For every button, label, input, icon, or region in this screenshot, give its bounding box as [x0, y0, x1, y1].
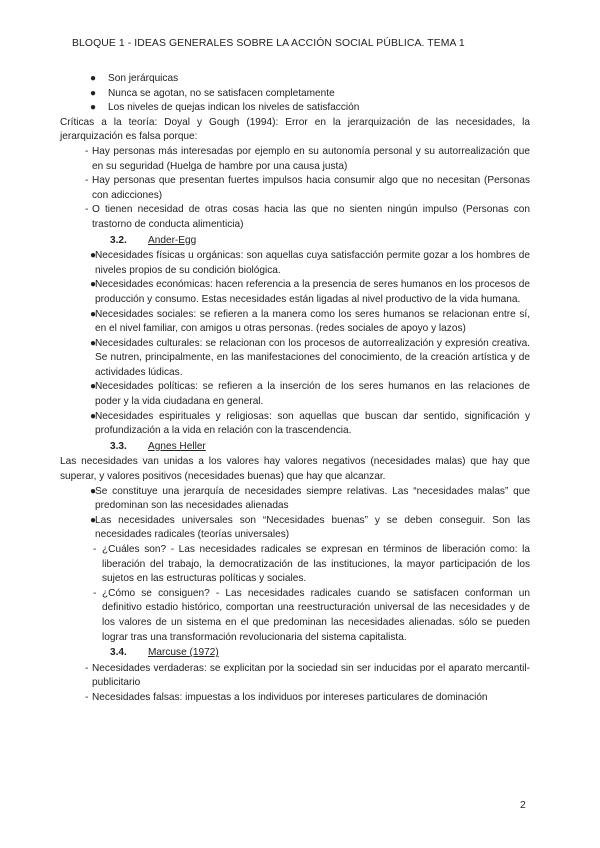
dash-icon: -	[85, 691, 89, 703]
list-item: ● Se constituye una jerarquía de necesidades siempre relativas. Las “necesidades malas” que predominan son las necesidades alienadas	[90, 485, 530, 512]
dash-icon: -	[93, 544, 97, 555]
list-item: - Hay personas más interesadas por ejemplo en su autonomía personal y su autorrealización que en su seguridad (Huelga de hambre por una causa justa)	[85, 145, 530, 172]
dash-icon: -	[85, 204, 89, 216]
bullet-icon: ●	[90, 337, 97, 349]
list-item: - O tienen necesidad de otras cosas hacia las que no sienten ningún impulso (Personas con trastorno de conducta alimenticia)	[85, 204, 530, 230]
bullet-icon: ●	[90, 102, 97, 114]
bullet-icon: ●	[90, 308, 97, 320]
list-item: ● Necesidades físicas u orgánicas: son aquellas cuya satisfacción permite gozar a los hombres de niveles propios de su condición biológica.	[90, 250, 530, 276]
dash-icon: -	[85, 175, 89, 187]
section-heading-3-4: 3.4. Marcuse (1972)	[110, 647, 219, 659]
page-number: 2	[520, 800, 526, 811]
page-content	[60, 72, 530, 706]
bullet-icon: ●	[90, 279, 97, 291]
list-item: - ¿Cómo se consiguen? - Las necesidades radicales cuando se satisfacen conforman un definitivo estadio histórico, comportan una reestructuración universal de las necesidades y de los valores de un sistema en el que predominan las necesidades alienadas. sólo se pueden lograr tras una transformación revolucionaria del sistema capitalista.	[93, 587, 530, 643]
dash-icon: -	[85, 145, 89, 157]
list-item: ● Son jerárquicas	[60, 72, 530, 87]
section-heading-3-2: 3.2. Ander-Egg	[110, 234, 197, 246]
bullet-icon: ●	[90, 485, 97, 497]
list-item: ● Los niveles de quejas indican los niveles de satisfacción	[60, 101, 530, 116]
list-item: - Hay personas que presentan fuertes impulsos hacia consumir algo que no necesitan (Personas con adicciones)	[85, 175, 530, 201]
page-header: BLOQUE 1 - IDEAS GENERALES SOBRE LA ACCIÓN SOCIAL PÚBLICA. TEMA 1	[72, 38, 465, 49]
dash-icon: -	[93, 587, 97, 599]
bullet-icon: ●	[90, 250, 97, 262]
list-item: ● Nunca se agotan, no se satisfacen completamente	[60, 87, 530, 102]
section-heading-3-3: 3.3. Agnes Heller	[110, 440, 206, 452]
list-item: ● Las necesidades universales son “Necesidades buenas” y se deben conseguir. Son las necesidades radicales (teorías universales)	[90, 514, 530, 541]
list-item: ● Necesidades económicas: hacen referencia a la presencia de seres humanos en los procesos de producción y consumo. Estas necesidades están ligadas al nivel productivo de la vida humana.	[90, 279, 530, 305]
bullet-icon: ●	[90, 381, 97, 393]
list-item: ● Necesidades sociales: se refieren a la manera como los seres humanos se relacionan entre sí, en el nivel familiar, con amigos u otras personas. (redes sociales de apoyo y lazos)	[90, 308, 530, 335]
list-item: ● Necesidades espirituales y religiosas: son aquellas que buscan dar sentido, significación y profundización a la vida en relación con la trascendencia.	[90, 410, 530, 437]
list-item: - Necesidades verdaderas: se explicitan por la sociedad sin ser inducidas por el aparato mercantil-publicitario	[85, 662, 530, 689]
list-item: ● Necesidades políticas: se refieren a la inserción de los seres humanos en las relaciones de poder y la vida ciudadana en general.	[90, 381, 530, 408]
paragraph-criticas: Críticas a la teoría: Doyal y Gough (1994): Error en la jerarquización de las necesidades, la jerarquización es falsa porque:	[60, 116, 530, 143]
dash-icon: -	[85, 662, 89, 674]
bullet-icon: ●	[90, 73, 97, 84]
bullet-icon: ●	[90, 514, 97, 526]
paragraph-heller: Las necesidades van unidas a los valores hay valores negativos (necesidades malas) que hay que superar, y valores positivos (necesidades buenas) que hay que alcanzar.	[60, 456, 530, 483]
list-item: - Necesidades falsas: impuestas a los individuos por intereses particulares de dominación	[60, 691, 530, 706]
list-item: - ¿Cuáles son? - Las necesidades radicales se expresan en términos de liberación como: la liberación del trabajo, la democratización de las instituciones, la mayor participación de los sujetos en las estructuras políticas y sociales.	[93, 544, 530, 585]
bullet-icon: ●	[90, 410, 97, 422]
list-item: ● Necesidades culturales: se relacionan con los procesos de autorrealización y expresión creativa. Se nutren, principalmente, en las manifestaciones del conocimiento, de la creación artística y de actividades lúdicas.	[90, 337, 530, 378]
bullet-icon: ●	[90, 87, 97, 99]
